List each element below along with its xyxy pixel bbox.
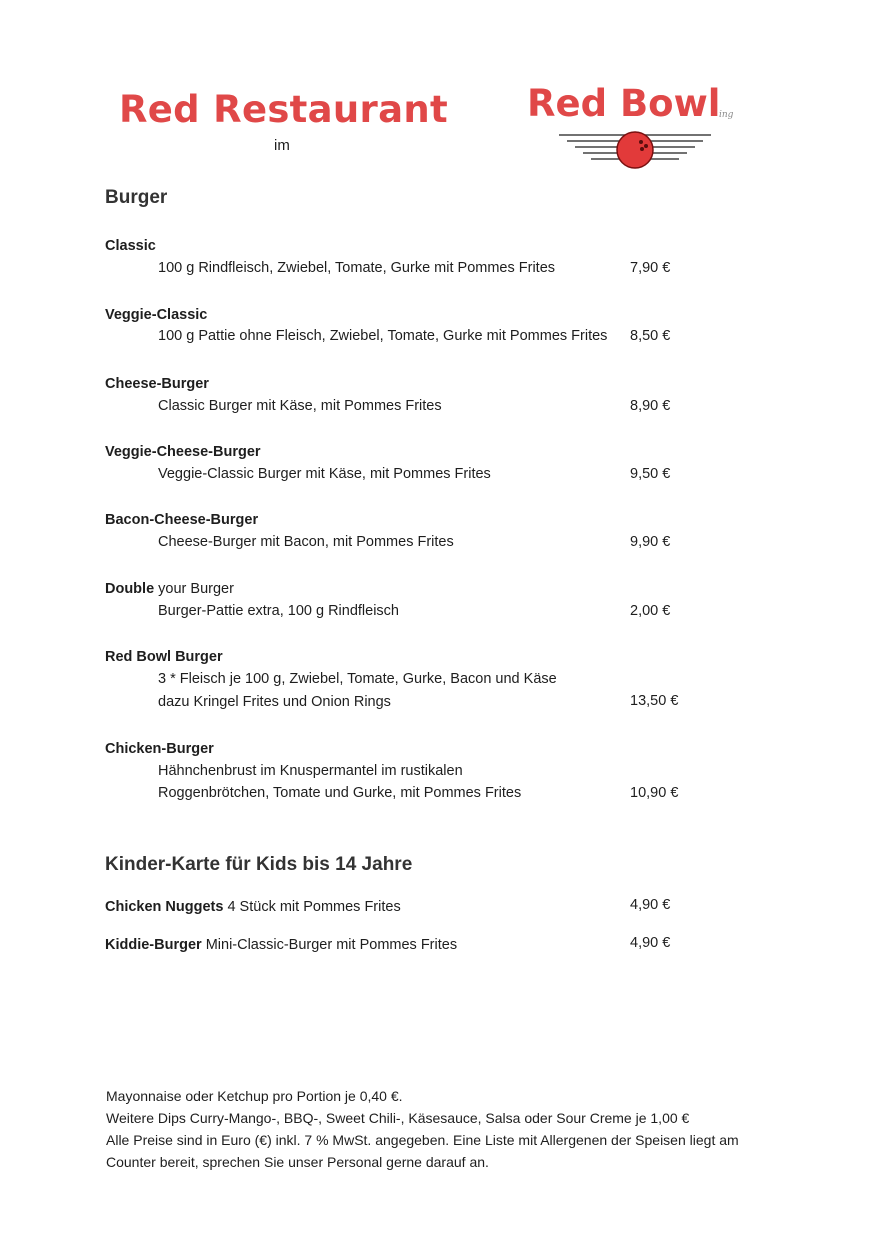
- logo-suffix: ing: [719, 110, 734, 120]
- red-bowl-logo: [527, 82, 747, 174]
- item-name-veggie-classic: Veggie-Classic: [105, 307, 208, 323]
- item-price-veggie-cheese-burger: 9,50 €: [630, 466, 671, 482]
- kids-item-desc: 4 Stück mit Pommes Frites: [227, 899, 401, 915]
- item-price-classic: 7,90 €: [630, 260, 671, 276]
- item-desc-veggie-classic: 100 g Pattie ohne Fleisch, Zwiebel, Tomate, Gurke mit Pommes Frites: [158, 328, 608, 344]
- item-desc-red-bowl-burger-line2: dazu Kringel Frites und Onion Rings: [158, 694, 391, 710]
- kids-item-name: Kiddie-Burger: [105, 937, 202, 953]
- item-name-chicken-burger: Chicken-Burger: [105, 741, 214, 757]
- item-price-double-your-burger: 2,00 €: [630, 603, 671, 619]
- item-name-cheese-burger: Cheese-Burger: [105, 376, 209, 392]
- kids-item-kiddie-burger: [105, 937, 457, 953]
- item-desc-bacon-cheese-burger: Cheese-Burger mit Bacon, mit Pommes Frites: [158, 534, 454, 550]
- restaurant-title: Red Restaurant: [119, 88, 448, 131]
- item-desc-cheese-burger: Classic Burger mit Käse, mit Pommes Frites: [158, 398, 442, 414]
- item-desc-veggie-cheese-burger: Veggie-Classic Burger mit Käse, mit Pommes Frites: [158, 466, 491, 482]
- kids-item-name: Chicken Nuggets: [105, 899, 224, 915]
- item-desc-red-bowl-burger-line1: 3 * Fleisch je 100 g, Zwiebel, Tomate, Gurke, Bacon und Käse: [158, 671, 557, 687]
- item-name-double: Double: [105, 581, 155, 597]
- note-sauce: Mayonnaise oder Ketchup pro Portion je 0,40 €.: [106, 1088, 403, 1104]
- kids-item-price-chicken-nuggets: 4,90 €: [630, 897, 671, 913]
- item-desc-chicken-burger-line1: Hähnchenbrust im Knuspermantel im rustikalen: [158, 763, 463, 779]
- item-name-veggie-cheese-burger: Veggie-Cheese-Burger: [105, 444, 261, 460]
- note-allergens: Counter bereit, sprechen Sie unser Personal gerne darauf an.: [106, 1154, 489, 1170]
- kids-item-price-kiddie-burger: 4,90 €: [630, 935, 671, 951]
- item-price-bacon-cheese-burger: 9,90 €: [630, 534, 671, 550]
- item-name-bacon-cheese-burger: Bacon-Cheese-Burger: [105, 512, 259, 528]
- item-name-double-rest: your Burger: [158, 581, 234, 597]
- burger-section-title: Burger: [105, 187, 168, 208]
- note-dips: Weitere Dips Curry-Mango-, BBQ-, Sweet Chili-, Käsesauce, Salsa oder Sour Creme je 1,00 €: [106, 1110, 690, 1126]
- note-prices: Alle Preise sind in Euro (€) inkl. 7 % MwSt. angegeben. Eine Liste mit Allergenen der Speisen liegt am: [106, 1132, 739, 1148]
- item-name-double-your-burger: [105, 581, 234, 597]
- item-desc-chicken-burger-line2: Roggenbrötchen, Tomate und Gurke, mit Pommes Frites: [158, 785, 522, 801]
- item-price-chicken-burger: 10,90 €: [630, 785, 679, 801]
- item-desc-double-your-burger: Burger-Pattie extra, 100 g Rindfleisch: [158, 603, 399, 619]
- item-desc-classic: 100 g Rindfleisch, Zwiebel, Tomate, Gurke mit Pommes Frites: [158, 260, 556, 276]
- kids-section-title: Kinder-Karte für Kids bis 14 Jahre: [105, 854, 413, 875]
- bowling-ball-icon: [555, 126, 715, 172]
- item-price-cheese-burger: 8,90 €: [630, 398, 671, 414]
- kids-item-chicken-nuggets: [105, 899, 401, 915]
- item-price-red-bowl-burger: 13,50 €: [630, 693, 679, 709]
- item-name-classic: Classic: [105, 238, 156, 254]
- footer-notes: [106, 1085, 739, 1173]
- restaurant-subtitle: im: [274, 137, 290, 154]
- kids-item-desc: Mini-Classic-Burger mit Pommes Frites: [205, 937, 458, 953]
- item-name-red-bowl-burger: Red Bowl Burger: [105, 649, 223, 665]
- logo-wordmark: Red Bowl: [527, 82, 721, 125]
- item-price-veggie-classic: 8,50 €: [630, 328, 671, 344]
